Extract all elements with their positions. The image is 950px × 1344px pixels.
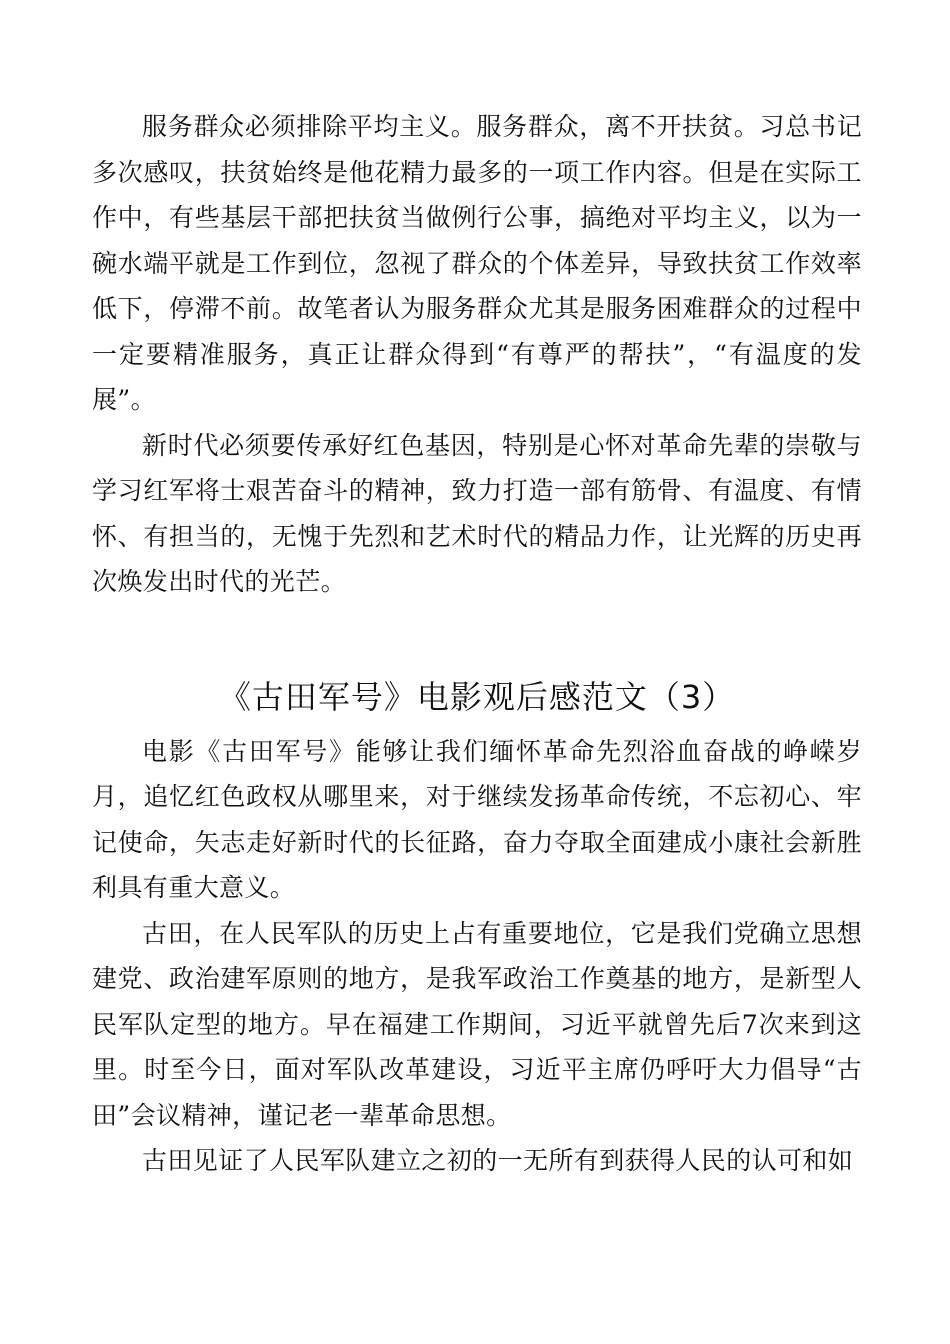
paragraph-gutian-witness: 古田见证了人民军队建立之初的一无所有到获得人民的认可和如 — [142, 1146, 854, 1175]
section-title: 《古田军号》电影观后感范文（3） — [218, 677, 736, 716]
paragraph-red-gene: 新时代必须要传承好红色基因，特别是心怀对革命先辈的崇敬与学习红军将士艰苦奋斗的精神，致力打造一部有筋骨、有温度、有情怀、有担当的，无愧于先烈和艺术时代的精品力作，让光辉的历史再次焕发出时代的光芒。 — [92, 430, 862, 596]
paragraph-serve-masses: 服务群众必须排除平均主义。服务群众，离不开扶贫。习总书记多次感叹，扶贫始终是他花精力最多的一项工作内容。但是在实际工作中，有些基层干部把扶贫当做例行公事，搞绝对平均主义，以为一碗水端平就是工作到位，忽视了群众的个体差异，导致扶贫工作效率低下，停滞不前。故笔者认为服务群众尤其是服务困难群众的过程中一定要精准服务，真正让群众得到“有尊严的帮扶”，“有温度的发展”。 — [92, 112, 862, 414]
paragraph-film-intro: 电影《古田军号》能够让我们缅怀革命先烈浴血奋战的峥嵘岁月，追忆红色政权从哪里来，对于继续发扬革命传统，不忘初心、牢记使命，矢志走好新时代的长征路，奋力夺取全面建成小康社会新胜利具有重大意义。 — [92, 736, 862, 902]
paragraph-gutian-history: 古田，在人民军队的历史上占有重要地位，它是我们党确立思想建党、政治建军原则的地方，是我军政治工作奠基的地方，是新型人民军队定型的地方。早在福建工作期间，习近平就曾先后7次来到这里。时至今日，面对军队改革建设，习近平主席仍呼吁大力倡导“古田”会议精神，谨记老一辈革命思想。 — [92, 918, 862, 1130]
document-body — [92, 104, 862, 1184]
